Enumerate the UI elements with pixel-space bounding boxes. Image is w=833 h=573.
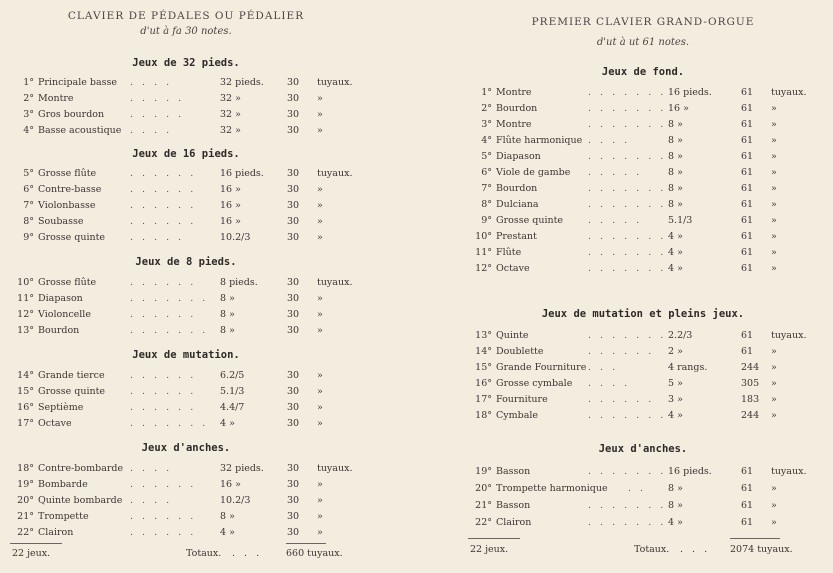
stop-number: 16° (17, 402, 34, 413)
stop-name: Grande Fourniture (496, 362, 587, 373)
stop-notes: 305 (741, 378, 760, 389)
stop-number: 4° (481, 135, 492, 146)
stop-name: Basson (496, 466, 531, 477)
stop-size: 4 rangs. (668, 362, 708, 373)
stop-row: 3° Montre . . . . . . . 8 » 61 » (468, 117, 818, 133)
stop-unit: » (317, 93, 323, 104)
stop-unit: » (317, 232, 323, 243)
stop-number: 18° (17, 463, 34, 474)
stop-name: Basse acoustique (38, 125, 122, 136)
stop-number: 15° (475, 362, 492, 373)
stop-unit: » (317, 200, 323, 211)
stop-name: Contre-bombarde (38, 463, 124, 474)
stop-number: 21° (17, 511, 34, 522)
stop-unit: » (317, 495, 323, 506)
stop-size: 4 » (668, 410, 683, 421)
stop-notes: 30 (287, 402, 300, 413)
section-heading: Jeux d'anches. (598, 443, 688, 455)
stop-row: 20° Trompette harmonique . . 8 » 61 » (468, 481, 818, 497)
stop-size: 3 » (668, 394, 683, 405)
stop-notes: 61 (741, 87, 754, 98)
stop-row: 14° Doublette . . . . . . 2 » 61 » (468, 344, 818, 360)
stop-unit: » (317, 309, 323, 320)
great-organ-title: PREMIER CLAVIER GRAND-ORGUE (531, 16, 755, 28)
stop-notes: 30 (287, 293, 300, 304)
stop-size: 6.2/5 (220, 370, 245, 381)
stop-notes: 30 (287, 325, 300, 336)
stop-unit: » (771, 362, 777, 373)
stop-row: 16° Septième . . . . . . 4.4/7 30 » (10, 400, 362, 416)
stop-unit: tuyaux. (771, 466, 807, 477)
stop-name: Bourdon (496, 183, 538, 194)
stop-notes: 30 (287, 184, 300, 195)
stop-name: Montre (38, 93, 74, 104)
stop-size: 8 pieds. (220, 277, 258, 288)
stop-number: 7° (481, 183, 492, 194)
total-rule (286, 543, 326, 544)
stop-name: Grande tierce (38, 370, 105, 381)
stop-notes: 244 (741, 362, 760, 373)
stop-row: 12° Violoncelle . . . . . . 8 » 30 » (10, 307, 362, 323)
stop-row: 11° Flûte . . . . . . . 4 » 61 » (468, 245, 818, 261)
stop-unit: » (771, 119, 777, 130)
stop-unit: » (771, 167, 777, 178)
stop-number: 18° (475, 410, 492, 421)
stop-unit: tuyaux. (317, 168, 353, 179)
stop-number: 7° (23, 200, 34, 211)
stop-notes: 30 (287, 309, 300, 320)
stop-notes: 61 (741, 199, 754, 210)
stop-notes: 30 (287, 125, 300, 136)
stop-size: 5 » (668, 378, 683, 389)
stop-size: 8 » (668, 135, 683, 146)
stop-notes: 30 (287, 232, 300, 243)
stop-name: Violonbasse (38, 200, 96, 211)
stop-count: 22 jeux. (12, 548, 51, 559)
totals-row: 22 jeux. Totaux. . . . 2074 tuyaux. (468, 542, 818, 558)
pedal-title: CLAVIER DE PÉDALES OU PÉDALIER (67, 10, 305, 22)
stop-unit: » (771, 103, 777, 114)
stop-unit: » (771, 231, 777, 242)
stop-row: 6° Viole de gambe . . . . . 8 » 61 » (468, 165, 818, 181)
stop-size: 8 » (668, 167, 683, 178)
stop-unit: » (771, 135, 777, 146)
stop-name: Flûte harmonique (496, 135, 583, 146)
stop-row: 7° Bourdon . . . . . . . 8 » 61 » (468, 181, 818, 197)
stop-name: Quinte (496, 330, 529, 341)
stop-notes: 30 (287, 200, 300, 211)
stop-row: 3° Gros bourdon . . . . . 32 » 30 » (10, 107, 362, 123)
stop-row: 11° Diapason . . . . . . . 8 » 30 » (10, 291, 362, 307)
stop-name: Bourdon (496, 103, 538, 114)
stop-size: 8 » (668, 119, 683, 130)
stop-name: Cymbale (496, 410, 539, 421)
stop-notes: 61 (741, 103, 754, 114)
stop-notes: 61 (741, 330, 754, 341)
stop-unit: » (317, 325, 323, 336)
section-heading: Jeux d'anches. (141, 442, 231, 454)
stop-size: 16 » (220, 216, 241, 227)
stop-number: 22° (475, 517, 492, 528)
section-heading: Jeux de 8 pieds. (135, 256, 237, 268)
stop-notes: 61 (741, 483, 754, 494)
stop-number: 6° (23, 184, 34, 195)
stop-unit: » (317, 293, 323, 304)
stop-name: Quinte bombarde (38, 495, 123, 506)
stop-number: 19° (475, 466, 492, 477)
stop-unit: tuyaux. (317, 77, 353, 88)
stop-notes: 30 (287, 77, 300, 88)
stop-row: 13° Bourdon . . . . . . . 8 » 30 » (10, 323, 362, 339)
stop-notes: 30 (287, 386, 300, 397)
stop-number: 12° (17, 309, 34, 320)
stop-notes: 30 (287, 370, 300, 381)
stop-name: Bombarde (38, 479, 88, 490)
stop-row: 12° Octave . . . . . . . 4 » 61 » (468, 261, 818, 277)
stop-row: 5° Diapason . . . . . . . 8 » 61 » (468, 149, 818, 165)
stop-row: 10° Grosse flûte . . . . . . 8 pieds. 30 tuyaux. (10, 275, 362, 291)
stop-size: 32 » (220, 93, 241, 104)
stop-unit: tuyaux. (317, 463, 353, 474)
stop-number: 5° (481, 151, 492, 162)
stop-name: Trompette (38, 511, 89, 522)
stop-unit: » (317, 184, 323, 195)
stop-size: 4 » (220, 418, 235, 429)
stop-number: 6° (481, 167, 492, 178)
stop-name: Flûte (496, 247, 522, 258)
stop-notes: 30 (287, 527, 300, 538)
stop-size: 16 » (220, 200, 241, 211)
stop-size: 10.2/3 (220, 495, 251, 506)
stop-number: 14° (17, 370, 34, 381)
stop-row: 2° Montre . . . . . 32 » 30 » (10, 91, 362, 107)
stop-name: Octave (38, 418, 72, 429)
stop-unit: » (317, 418, 323, 429)
stop-number: 15° (17, 386, 34, 397)
totals-label: Totaux. (634, 544, 670, 555)
stop-row: 4° Basse acoustique . . . . 32 » 30 » (10, 123, 362, 139)
stop-number: 20° (17, 495, 34, 506)
stop-row: 1° Montre . . . . . . . 16 pieds. 61 tuyaux. (468, 85, 818, 101)
stop-notes: 30 (287, 168, 300, 179)
stop-size: 8 » (668, 151, 683, 162)
stop-unit: » (771, 151, 777, 162)
stop-number: 22° (17, 527, 34, 538)
stop-name: Octave (496, 263, 530, 274)
stop-row: 9° Grosse quinte . . . . . 10.2/3 30 » (10, 230, 362, 246)
stop-notes: 61 (741, 346, 754, 357)
totals-value: 660 tuyaux. (286, 548, 343, 559)
stop-name: Diapason (496, 151, 541, 162)
stop-unit: » (771, 483, 777, 494)
stop-row: 14° Grande tierce . . . . . . 6.2/5 30 » (10, 368, 362, 384)
stop-row: 10° Prestant . . . . . . . 4 » 61 » (468, 229, 818, 245)
stop-notes: 61 (741, 119, 754, 130)
stop-size: 16 » (220, 184, 241, 195)
stop-size: 10.2/3 (220, 232, 251, 243)
stop-unit: » (771, 410, 777, 421)
stop-size: 8 » (220, 511, 235, 522)
stop-size: 32 » (220, 125, 241, 136)
stop-name: Trompette harmonique (496, 483, 608, 494)
totals-row: 22 jeux. Totaux. . . . 660 tuyaux. (10, 546, 362, 562)
stop-unit: » (771, 500, 777, 511)
stop-number: 8° (481, 199, 492, 210)
stop-size: 16 » (220, 479, 241, 490)
stop-unit: » (771, 394, 777, 405)
stop-row: 17° Octave . . . . . . . 4 » 30 » (10, 416, 362, 432)
section-heading: Jeux de 16 pieds. (132, 148, 240, 160)
stop-size: 4 » (668, 517, 683, 528)
stop-size: 8 » (220, 325, 235, 336)
stop-row: 16° Grosse cymbale . . . . 5 » 305 » (468, 376, 818, 392)
stop-row: 4° Flûte harmonique . . . . 8 » 61 » (468, 133, 818, 149)
stop-row: 19° Basson . . . . . . . 16 pieds. 61 tuyaux. (468, 464, 818, 480)
stop-size: 32 pieds. (220, 463, 264, 474)
stop-unit: » (317, 386, 323, 397)
stop-row: 18° Cymbale . . . . . . . 4 » 244 » (468, 408, 818, 424)
stop-unit: tuyaux. (771, 87, 807, 98)
stop-name: Basson (496, 500, 531, 511)
stop-notes: 30 (287, 277, 300, 288)
stop-row: 5° Grosse flûte . . . . . . 16 pieds. 30 tuyaux. (10, 166, 362, 182)
stop-unit: » (317, 527, 323, 538)
stop-unit: » (317, 511, 323, 522)
stop-unit: » (771, 183, 777, 194)
stop-name: Diapason (38, 293, 83, 304)
stop-size: 8 » (668, 483, 683, 494)
stop-row: 22° Clairon . . . . . . . 4 » 61 » (468, 515, 818, 531)
stop-number: 16° (475, 378, 492, 389)
stop-size: 4 » (220, 527, 235, 538)
stop-unit: tuyaux. (771, 330, 807, 341)
stop-count: 22 jeux. (470, 544, 509, 555)
stop-size: 32 pieds. (220, 77, 264, 88)
stop-number: 3° (481, 119, 492, 130)
stop-row: 15° Grosse quinte . . . . . . 5.1/3 30 » (10, 384, 362, 400)
stop-notes: 30 (287, 418, 300, 429)
stop-row: 20° Quinte bombarde . . . . 10.2/3 30 » (10, 493, 362, 509)
stop-name: Grosse quinte (38, 232, 106, 243)
stop-size: 8 » (668, 199, 683, 210)
stop-unit: » (771, 378, 777, 389)
stop-row: 18° Contre-bombarde . . . . 32 pieds. 30 tuyaux. (10, 461, 362, 477)
stop-size: 5.1/3 (220, 386, 245, 397)
stop-notes: 61 (741, 215, 754, 226)
section-heading: Jeux de mutation et pleins jeux. (541, 308, 745, 320)
stop-row: 17° Fourniture . . . . . . 3 » 183 » (468, 392, 818, 408)
stop-size: 16 pieds. (220, 168, 264, 179)
stop-number: 10° (17, 277, 34, 288)
stop-name: Principale basse (38, 77, 117, 88)
stop-notes: 61 (741, 466, 754, 477)
stop-notes: 61 (741, 183, 754, 194)
stop-row: 7° Violonbasse . . . . . . 16 » 30 » (10, 198, 362, 214)
stop-unit: » (317, 402, 323, 413)
stop-name: Prestant (496, 231, 537, 242)
stop-size: 4 » (668, 247, 683, 258)
stop-unit: » (771, 199, 777, 210)
stop-size: 4.4/7 (220, 402, 245, 413)
stop-row: 21° Trompette . . . . . . 8 » 30 » (10, 509, 362, 525)
stop-size: 4 » (668, 263, 683, 274)
stop-notes: 30 (287, 479, 300, 490)
stop-number: 13° (475, 330, 492, 341)
stop-number: 17° (475, 394, 492, 405)
stop-row: 6° Contre-basse . . . . . . 16 » 30 » (10, 182, 362, 198)
stop-number: 8° (23, 216, 34, 227)
stop-notes: 61 (741, 247, 754, 258)
stop-unit: » (317, 479, 323, 490)
great-organ-subtitle: d'ut à ut 61 notes. (596, 37, 690, 48)
stop-number: 19° (17, 479, 34, 490)
stop-notes: 61 (741, 167, 754, 178)
stop-number: 20° (475, 483, 492, 494)
stop-name: Grosse quinte (496, 215, 564, 226)
stop-notes: 30 (287, 495, 300, 506)
stop-number: 2° (481, 103, 492, 114)
stop-number: 17° (17, 418, 34, 429)
footer-rule (10, 543, 62, 544)
stop-number: 12° (475, 263, 492, 274)
stop-row: 19° Bombarde . . . . . . 16 » 30 » (10, 477, 362, 493)
footer-rule (468, 538, 520, 539)
stop-size: 2.2/3 (668, 330, 693, 341)
section-heading: Jeux de fond. (601, 66, 685, 78)
stop-size: 16 pieds. (668, 466, 712, 477)
stop-number: 13° (17, 325, 34, 336)
stop-name: Clairon (38, 527, 74, 538)
stop-notes: 61 (741, 500, 754, 511)
stop-unit: » (317, 370, 323, 381)
stop-number: 4° (23, 125, 34, 136)
stop-name: Contre-basse (38, 184, 102, 195)
stop-size: 8 » (668, 183, 683, 194)
stop-size: 32 » (220, 109, 241, 120)
stop-unit: » (771, 263, 777, 274)
stop-notes: 30 (287, 463, 300, 474)
stop-name: Grosse flûte (38, 277, 97, 288)
stop-name: Grosse flûte (38, 168, 97, 179)
stop-size: 16 » (668, 103, 689, 114)
stop-row: 2° Bourdon . . . . . . . 16 » 61 » (468, 101, 818, 117)
stop-notes: 61 (741, 517, 754, 528)
stop-size: 8 » (668, 500, 683, 511)
stop-size: 8 » (220, 309, 235, 320)
stop-name: Grosse quinte (38, 386, 106, 397)
stop-notes: 244 (741, 410, 760, 421)
stop-unit: » (771, 247, 777, 258)
stop-notes: 61 (741, 135, 754, 146)
stop-name: Septième (38, 402, 84, 413)
stop-notes: 61 (741, 263, 754, 274)
stop-row: 8° Dulciana . . . . . . . 8 » 61 » (468, 197, 818, 213)
stop-row: 15° Grande Fourniture . . . 4 rangs. 244 » (468, 360, 818, 376)
stop-name: Fourniture (496, 394, 548, 405)
stop-number: 9° (481, 215, 492, 226)
stop-number: 5° (23, 168, 34, 179)
stop-row: 13° Quinte . . . . . . . 2.2/3 61 tuyaux. (468, 328, 818, 344)
section-heading: Jeux de mutation. (132, 349, 240, 361)
stop-size: 2 » (668, 346, 683, 357)
stop-number: 1° (481, 87, 492, 98)
stop-size: 4 » (668, 231, 683, 242)
stop-notes: 183 (741, 394, 760, 405)
stop-unit: » (317, 216, 323, 227)
stop-row: 8° Soubasse . . . . . . 16 » 30 » (10, 214, 362, 230)
stop-notes: 30 (287, 93, 300, 104)
stop-notes: 30 (287, 109, 300, 120)
stop-size: 8 » (220, 293, 235, 304)
stop-size: 16 pieds. (668, 87, 712, 98)
stop-name: Soubasse (38, 216, 84, 227)
stop-number: 1° (23, 77, 34, 88)
stop-number: 3° (23, 109, 34, 120)
stop-name: Bourdon (38, 325, 80, 336)
totals-label: Totaux. (186, 548, 222, 559)
stop-number: 11° (17, 293, 34, 304)
stop-number: 10° (475, 231, 492, 242)
stop-row: 9° Grosse quinte . . . . . 5.1/3 61 » (468, 213, 818, 229)
stop-name: Doublette (496, 346, 544, 357)
stop-number: 2° (23, 93, 34, 104)
stop-notes: 61 (741, 151, 754, 162)
stop-notes: 30 (287, 511, 300, 522)
stop-number: 11° (475, 247, 492, 258)
stop-name: Viole de gambe (496, 167, 571, 178)
stop-number: 14° (475, 346, 492, 357)
stop-unit: » (771, 346, 777, 357)
stop-unit: » (317, 125, 323, 136)
pedal-subtitle: d'ut à fa 30 notes. (140, 26, 232, 37)
totals-value: 2074 tuyaux. (730, 544, 793, 555)
stop-name: Gros bourdon (38, 109, 105, 120)
section-heading: Jeux de 32 pieds. (132, 57, 240, 69)
stop-row: 22° Clairon . . . . . . 4 » 30 » (10, 525, 362, 541)
stop-name: Grosse cymbale (496, 378, 573, 389)
stop-name: Montre (496, 119, 532, 130)
stop-number: 9° (23, 232, 34, 243)
stop-name: Clairon (496, 517, 532, 528)
stop-size: 5.1/3 (668, 215, 693, 226)
stop-name: Violoncelle (38, 309, 91, 320)
total-rule (730, 538, 780, 539)
stop-row: 21° Basson . . . . . . . 8 » 61 » (468, 498, 818, 514)
stop-unit: » (771, 517, 777, 528)
stop-notes: 30 (287, 216, 300, 227)
stop-notes: 61 (741, 231, 754, 242)
stop-name: Dulciana (496, 199, 539, 210)
stop-unit: » (317, 109, 323, 120)
stop-unit: tuyaux. (317, 277, 353, 288)
stop-number: 21° (475, 500, 492, 511)
stop-row: 1° Principale basse . . . . 32 pieds. 30 tuyaux. (10, 75, 362, 91)
stop-name: Montre (496, 87, 532, 98)
stop-unit: » (771, 215, 777, 226)
